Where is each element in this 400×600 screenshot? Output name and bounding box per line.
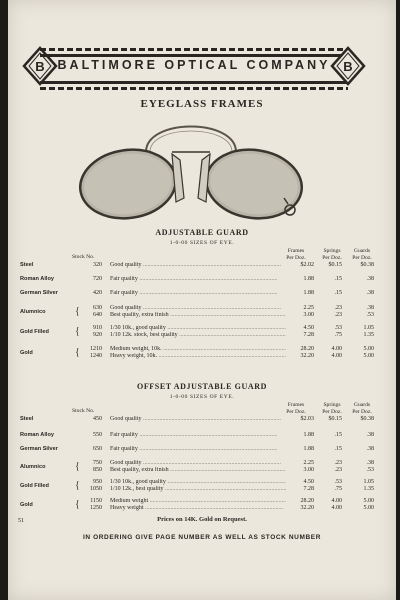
stock-number: 910	[93, 325, 102, 331]
material-name: Alumnico	[20, 309, 46, 315]
frames-price: 1.88	[303, 446, 314, 452]
stock-number: 630	[93, 305, 102, 311]
price-line	[8, 467, 396, 474]
price-line	[8, 262, 396, 269]
guards-price: .38	[366, 305, 374, 311]
guards-price: .38	[366, 432, 374, 438]
guards-price: $0.38	[360, 262, 374, 268]
springs-price: $0.15	[328, 262, 342, 268]
springs-price: 4.00	[331, 505, 342, 511]
stock-number: 1210	[90, 346, 102, 352]
springs-price: .75	[334, 486, 342, 492]
frames-price: 3.00	[303, 467, 314, 473]
item-description: Fair quality .....	[110, 432, 286, 439]
material-name: Gold Filled	[20, 483, 49, 489]
stock-number: 850	[93, 467, 102, 473]
item-description: Good quality .....	[110, 460, 286, 467]
price-line	[8, 312, 396, 319]
material-name: Gold	[20, 350, 33, 356]
frames-price: 1.88	[303, 290, 314, 296]
item-description: Heavy weight .....	[110, 505, 286, 512]
price-line	[8, 479, 396, 486]
column-header-line: Guards	[353, 402, 371, 408]
price-line	[8, 432, 396, 439]
frames-price: 32.20	[300, 353, 314, 359]
stock-number: 450	[93, 416, 102, 422]
stock-number: 420	[93, 290, 102, 296]
material-name: Gold	[20, 502, 33, 508]
guards-price: 1.35	[363, 486, 374, 492]
material-name: Steel	[20, 416, 34, 422]
stock-no-header: Stock No.	[72, 254, 95, 260]
guards-price: .38	[366, 446, 374, 452]
stock-number: 750	[93, 460, 102, 466]
item-description: 1/10 12k. stock, best quality .....	[110, 332, 286, 339]
stock-number: 1150	[90, 498, 102, 504]
springs-price: $0.15	[328, 416, 342, 422]
column-header-line: Per Doz.	[286, 254, 306, 261]
guards-price: .38	[366, 460, 374, 466]
column-header-line: Springs	[323, 402, 341, 408]
brace-glyph: {	[75, 326, 80, 337]
material-name: German Silver	[20, 290, 58, 296]
material-name: Gold Filled	[20, 329, 49, 335]
stock-number: 320	[93, 262, 102, 268]
item-description: Best quality, extra finish .....	[110, 312, 286, 319]
section-subtitle: 1-0-00 SIZES OF EYE.	[169, 394, 235, 400]
price-line	[8, 486, 396, 493]
price-line	[8, 498, 396, 505]
springs-price: .15	[334, 290, 342, 296]
item-description: Best quality, extra finish .....	[110, 467, 286, 474]
catalog-page	[8, 0, 396, 600]
gold-price-note: Prices on 14K. Gold on Request.	[157, 516, 247, 523]
springs-price: .75	[334, 332, 342, 338]
brace-glyph: {	[75, 461, 80, 472]
column-header	[278, 248, 314, 261]
price-line	[8, 460, 396, 467]
springs-price: 4.00	[331, 498, 342, 504]
springs-price: 4.00	[331, 346, 342, 352]
price-line	[8, 505, 396, 512]
frames-price: $2.03	[300, 416, 314, 422]
column-header-line: Per Doz.	[352, 254, 372, 261]
frames-price: 7.28	[303, 486, 314, 492]
price-line	[8, 332, 396, 339]
column-header	[278, 402, 314, 415]
frames-price: 2.25	[303, 460, 314, 466]
guards-price: 1.05	[363, 479, 374, 485]
item-description: Fair quality .....	[110, 446, 286, 453]
springs-price: .23	[334, 305, 342, 311]
section-title: OFFSET ADJUSTABLE GUARD	[137, 382, 267, 391]
column-header-line: Springs	[323, 248, 341, 254]
column-header	[344, 402, 380, 415]
page-title: EYEGLASS FRAMES	[140, 98, 264, 110]
item-description: Medium weight, 10k. .....	[110, 346, 286, 353]
item-description: Fair quality .....	[110, 290, 286, 297]
springs-price: .23	[334, 312, 342, 318]
price-line	[8, 325, 396, 332]
springs-price: .23	[334, 460, 342, 466]
stock-number: 1050	[90, 486, 102, 492]
guards-price: .53	[366, 312, 374, 318]
guards-price: 5.00	[363, 498, 374, 504]
item-description: Good quality .....	[110, 305, 286, 312]
frames-price: 32.20	[300, 505, 314, 511]
price-line	[8, 446, 396, 453]
item-description: Good quality .....	[110, 416, 286, 423]
section-title: ADJUSTABLE GUARD	[155, 228, 249, 237]
stock-number: 650	[93, 446, 102, 452]
frames-price: 3.00	[303, 312, 314, 318]
material-name: Alumnico	[20, 464, 46, 470]
guards-price: 5.00	[363, 505, 374, 511]
brace-glyph: {	[75, 347, 80, 358]
item-description: Heavy weight, 10k. .....	[110, 353, 286, 360]
frames-price: 7.28	[303, 332, 314, 338]
material-name: Roman Alloy	[20, 432, 54, 438]
company-logo-right	[330, 46, 366, 86]
column-header-line: Per Doz.	[286, 408, 306, 415]
guards-price: .38	[366, 276, 374, 282]
price-line	[8, 346, 396, 353]
frames-price: 28.20	[300, 498, 314, 504]
springs-price: .15	[334, 276, 342, 282]
column-header-line: Guards	[353, 248, 371, 254]
item-description: 1/10 12k., best quality .....	[110, 486, 286, 493]
column-header-line: Per Doz.	[352, 408, 372, 415]
price-line	[8, 290, 396, 297]
frames-price: 1.88	[303, 432, 314, 438]
frames-price: 1.88	[303, 276, 314, 282]
springs-price: .15	[334, 432, 342, 438]
springs-price: .23	[334, 467, 342, 473]
guards-price: 5.00	[363, 353, 374, 359]
stock-number: 720	[93, 276, 102, 282]
material-name: Roman Alloy	[20, 276, 54, 282]
material-name: Steel	[20, 262, 34, 268]
springs-price: .53	[334, 325, 342, 331]
frames-price: 2.25	[303, 305, 314, 311]
ordering-instructions: IN ORDERING GIVE PAGE NUMBER AS WELL AS STOCK NUMBER	[82, 534, 321, 541]
springs-price: 4.00	[331, 353, 342, 359]
stock-number: 1250	[90, 505, 102, 511]
company-name: BALTIMORE OPTICAL COMPANY	[57, 58, 331, 72]
stock-no-header: Stock No.	[72, 408, 95, 414]
guards-price: .53	[366, 467, 374, 473]
column-header-line: Per Doz.	[322, 408, 342, 415]
company-banner	[22, 46, 366, 86]
price-line	[8, 416, 396, 423]
frames-price: 4.50	[303, 325, 314, 331]
price-line	[8, 353, 396, 360]
price-line	[8, 305, 396, 312]
frames-price: 28.20	[300, 346, 314, 352]
frames-price: 4.50	[303, 479, 314, 485]
pince-nez-illustration	[76, 112, 306, 232]
stock-number: 550	[93, 432, 102, 438]
guards-price: 1.35	[363, 332, 374, 338]
stock-number: 640	[93, 312, 102, 318]
item-description: 1/30 10k., good quality .....	[110, 479, 286, 486]
logo-letter: B	[35, 59, 45, 74]
column-header-line: Frames	[287, 402, 305, 408]
frames-price: $2.02	[300, 262, 314, 268]
springs-price: .53	[334, 479, 342, 485]
springs-price: .15	[334, 446, 342, 452]
brace-glyph: {	[75, 499, 80, 510]
brace-glyph: {	[75, 480, 80, 491]
item-description: Good quality .....	[110, 262, 286, 269]
logo-letter: B	[343, 59, 353, 74]
guards-price: 5.00	[363, 346, 374, 352]
stock-number: 1240	[90, 353, 102, 359]
column-header	[344, 248, 380, 261]
price-line	[8, 276, 396, 283]
guards-price: 1.05	[363, 325, 374, 331]
page-number: 51	[18, 518, 24, 524]
guards-price: $0.38	[360, 416, 374, 422]
stock-number: 920	[93, 332, 102, 338]
item-description: Fair quality .....	[110, 276, 286, 283]
column-header-line: Frames	[287, 248, 305, 254]
item-description: Medium weight .....	[110, 498, 286, 505]
item-description: 1/30 10k., good quality .....	[110, 325, 286, 332]
section-subtitle: 1-0-00 SIZES OF EYE.	[169, 240, 235, 246]
guards-price: .38	[366, 290, 374, 296]
material-name: German Silver	[20, 446, 58, 452]
column-header-line: Per Doz.	[322, 254, 342, 261]
stock-number: 950	[93, 479, 102, 485]
brace-glyph: {	[75, 306, 80, 317]
